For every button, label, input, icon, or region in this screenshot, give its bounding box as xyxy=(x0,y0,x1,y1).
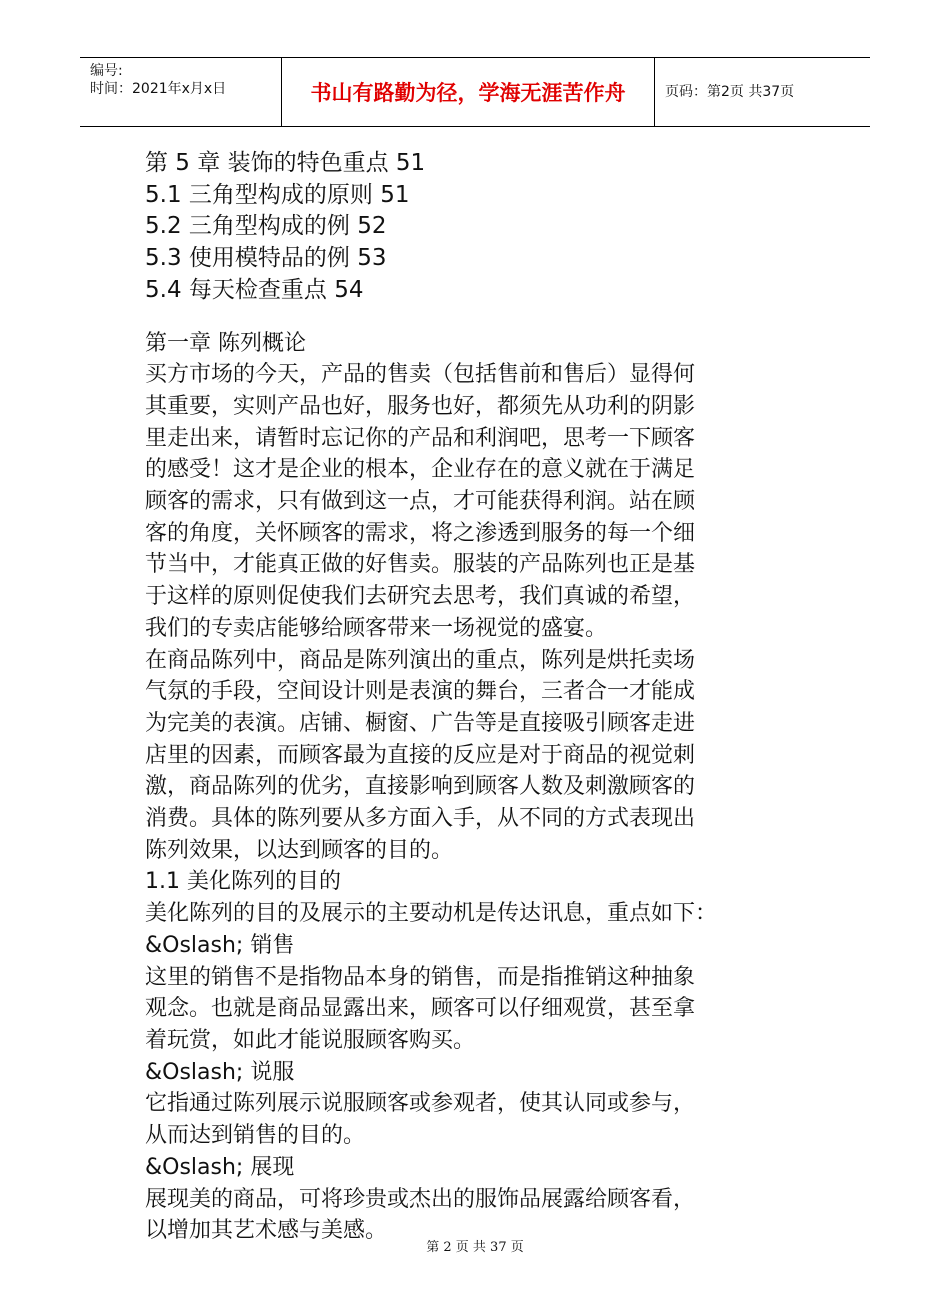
list-item-title: &Oslash; 销售 xyxy=(145,932,295,958)
header-left-cell xyxy=(80,58,282,126)
paragraph-line: 陈列效果，以达到顾客的目的。 xyxy=(145,837,454,863)
header-page-cell xyxy=(655,58,870,126)
second-paragraph xyxy=(145,645,815,867)
toc-entry: 5.1 三角型构成的原则 51 xyxy=(145,181,410,208)
paragraph-line: 店里的因素，而顾客最为直接的反应是对于商品的视觉刺 xyxy=(145,742,696,768)
paragraph-line: 的感受！这才是企业的根本，企业存在的意义就在于满足 xyxy=(145,457,696,483)
paragraph-line: 为完美的表演。店铺、橱窗、广告等是直接吸引顾客走进 xyxy=(145,710,696,736)
paragraph-line: 里走出来，请暂时忘记你的产品和利润吧，思考一下顾客 xyxy=(145,425,696,451)
document-body xyxy=(145,148,815,1247)
list-item xyxy=(145,1057,815,1152)
list-item-title: &Oslash; 展现 xyxy=(145,1154,295,1180)
list-item xyxy=(145,930,815,1057)
header-page-info: 页码：第2页 共37页 xyxy=(665,84,795,100)
list-item xyxy=(145,1152,815,1247)
list-item-title: &Oslash; 说服 xyxy=(145,1059,295,1085)
page-header xyxy=(80,57,870,127)
paragraph-line: 这里的销售不是指物品本身的销售，而是指推销这种抽象 xyxy=(145,964,696,990)
paragraph-line: 从而达到销售的目的。 xyxy=(145,1123,366,1149)
table-of-contents xyxy=(145,148,815,307)
toc-entry: 5.3 使用模特品的例 53 xyxy=(145,245,387,272)
paragraph-line: 着玩赏，如此才能说服顾客购买。 xyxy=(145,1027,476,1053)
toc-entry: 第 5 章 装饰的特色重点 51 xyxy=(145,150,426,176)
paragraph-line: 气氛的手段，空间设计则是表演的舞台，三者合一才能成 xyxy=(145,679,696,705)
paragraph-line: 买方市场的今天，产品的售卖（包括售前和售后）显得何 xyxy=(145,362,696,388)
paragraph-line: 展现美的商品，可将珍贵或杰出的服饰品展露给顾客看， xyxy=(145,1186,696,1212)
paragraph-line: 顾客的需求，只有做到这一点，才可能获得利润。站在顾 xyxy=(145,489,696,515)
section-title: 1.1 美化陈列的目的 xyxy=(145,869,341,895)
page-footer: 第 2 页 共 37 页 xyxy=(426,1240,524,1255)
section-intro: 美化陈列的目的及展示的主要动机是传达讯息，重点如下： xyxy=(145,901,718,927)
header-motto-cell xyxy=(282,58,655,126)
paragraph-line: 以增加其艺术感与美感。 xyxy=(145,1218,388,1244)
paragraph-line: 客的角度，关怀顾客的需求，将之渗透到服务的每一个细 xyxy=(145,520,696,546)
paragraph-line: 激，商品陈列的优劣，直接影响到顾客人数及刺激顾客的 xyxy=(145,774,696,800)
chapter-title: 第一章 陈列概论 xyxy=(145,330,306,356)
paragraph-line: 观念。也就是商品显露出来，顾客可以仔细观赏，甚至拿 xyxy=(145,996,696,1022)
intro-paragraph xyxy=(145,359,815,644)
header-motto: 书山有路勤为径，学海无涯苦作舟 xyxy=(310,81,626,105)
toc-entry: 5.4 每天检查重点 54 xyxy=(145,276,364,303)
paragraph-line: 其重要，实则产品也好，服务也好，都须先从功利的阴影 xyxy=(145,393,696,419)
paragraph-line: 它指通过陈列展示说服顾客或参观者，使其认同或参与， xyxy=(145,1091,696,1117)
spacer xyxy=(145,307,815,328)
paragraph-line: 在商品陈列中，商品是陈列演出的重点，陈列是烘托卖场 xyxy=(145,647,696,673)
document-time: 时间：2021年x月x日 xyxy=(90,81,227,97)
paragraph-line: 消费。具体的陈列要从多方面入手，从不同的方式表现出 xyxy=(145,806,696,832)
paragraph-line: 节当中，才能真正做的好售卖。服装的产品陈列也正是基 xyxy=(145,552,696,578)
paragraph-line: 我们的专卖店能够给顾客带来一场视觉的盛宴。 xyxy=(145,615,608,641)
toc-entry: 5.2 三角型构成的例 52 xyxy=(145,213,387,240)
document-number-label: 编号: xyxy=(90,63,123,79)
paragraph-line: 于这样的原则促使我们去研究去思考，我们真诚的希望， xyxy=(145,584,696,610)
